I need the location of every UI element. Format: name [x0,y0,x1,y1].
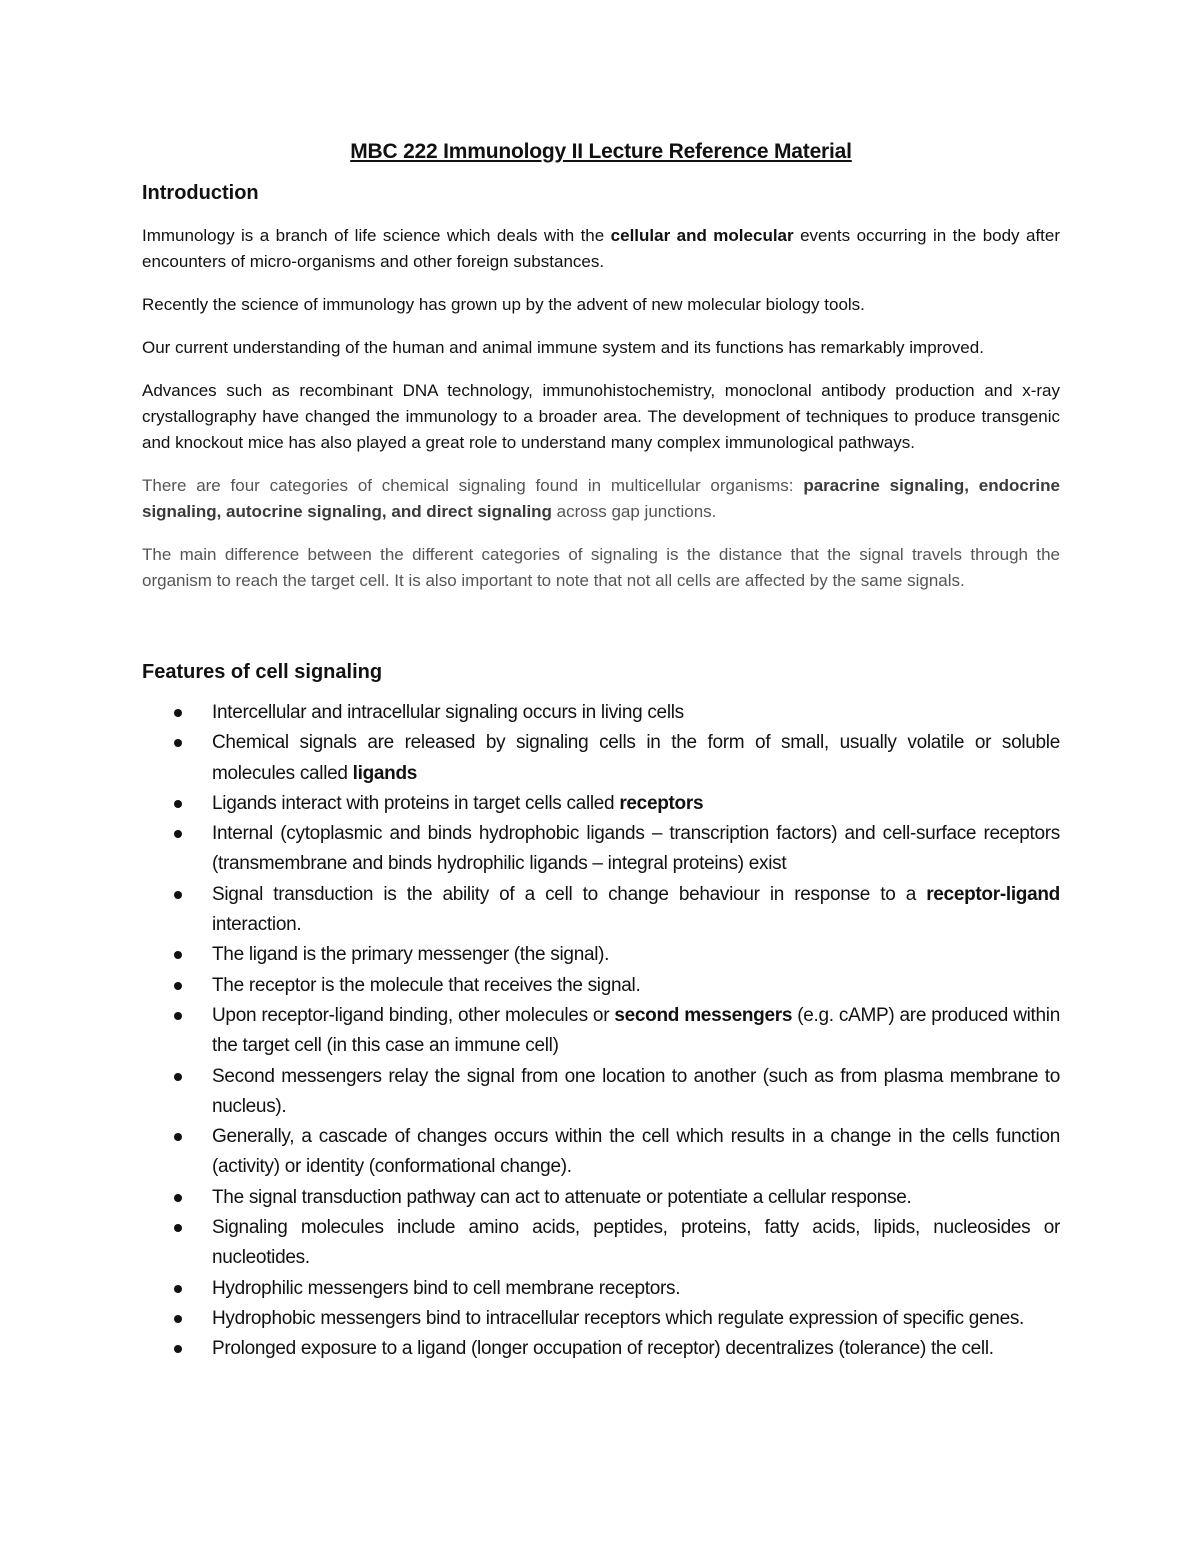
text-run: Internal (cytoplasmic and binds hydrophobic ligands – transcription factors) and cell-surface receptors (transmembrane and binds hydrophilic ligands – integral proteins) exist [212,823,1060,875]
intro-paragraph-2: Recently the science of immunology has grown up by the advent of new molecular biology tools. [142,295,865,314]
introduction-heading: Introduction [142,182,259,204]
bullet-icon [174,1194,182,1202]
intro-paragraph-1 [142,223,1060,275]
bullet-icon [174,830,182,838]
text-run: interaction. [212,914,302,936]
intro-paragraph-3: Our current understanding of the human and animal immune system and its functions has remarkably improved. [142,338,984,357]
bold-run: receptors [619,792,704,814]
bullet-icon [174,739,182,747]
bold-run: paracrine signaling, endocrine signaling, autocrine signaling, and direct signaling [142,476,1060,521]
text-run: There are four categories of chemical signaling found in multicellular organisms: [142,476,804,495]
intro-paragraph-6: The main difference between the different categories of signaling is the distance that the signal travels through the organism to reach the target cell. It is also important to note that not all cells are affected by the same signals. [142,545,1060,590]
text-run: Intercellular and intracellular signaling occurs in living cells [212,702,684,723]
text-run: Hydrophilic messengers bind to cell membrane receptors. [212,1277,681,1299]
list-item [142,1334,1060,1364]
bold-run: cellular and molecular [610,226,794,245]
intro-paragraph-4: Advances such as recombinant DNA technology, immunohistochemistry, monoclonal antibody production and x-ray crystallography have changed the immunology to a broader area. The development of techniques to produce transgenic and knockout mice has also played a great role to understand many complex immunological pathways. [142,381,1060,452]
bold-run: ligands [352,762,418,784]
list-item [142,1213,1060,1274]
text-run: (e.g. cAMP) are produced within the target cell (in this case an immune cell) [212,1004,1060,1057]
text-run: The receptor is the molecule that receives the signal. [212,974,641,996]
bullet-icon [174,1285,182,1293]
list-item [142,819,1060,880]
section-spacer [142,611,1060,661]
bullet-icon [174,709,182,717]
bullet-icon [174,1315,182,1323]
bullet-icon [174,1073,182,1081]
document-page [142,140,1060,1365]
bullet-icon [174,1345,182,1353]
bullet-icon [174,800,182,808]
bullet-icon [174,1012,182,1020]
text-run: Signal transduction is the ability of a cell to change behaviour in response to a [212,883,927,905]
list-item [142,728,1060,789]
text-run: The ligand is the primary messenger (the signal). [212,944,610,966]
bold-run: receptor-ligand [926,883,1060,905]
text-run: Upon receptor-ligand binding, other molecules or [212,1004,615,1026]
list-item [142,1304,1060,1334]
bullet-icon [174,982,182,990]
bullet-icon [174,951,182,959]
text-run: Prolonged exposure to a ligand (longer occupation of receptor) decentralizes (tolerance) the cell. [212,1338,994,1360]
text-run: Second messengers relay the signal from one location to another (such as from plasma membrane to nucleus). [212,1065,1060,1117]
list-item [142,940,1060,970]
list-item [142,1274,1060,1304]
bullet-icon [174,1224,182,1232]
features-heading: Features of cell signaling [142,661,383,683]
list-item [142,971,1060,1001]
list-item [142,1183,1060,1213]
text-run: Hydrophobic messengers bind to intracellular receptors which regulate expression of specific genes. [212,1307,1025,1329]
list-item [142,880,1060,941]
text-run: Generally, a cascade of changes occurs within the cell which results in a change in the cells function (activity) or identity (conformational change). [212,1126,1060,1178]
list-item [142,1062,1060,1123]
intro-paragraph-5 [142,473,1060,525]
bullet-icon [174,891,182,899]
list-item [142,1122,1060,1183]
document-title: MBC 222 Immunology II Lecture Reference Material [350,140,852,163]
bold-run: second messengers [614,1004,793,1026]
list-item [142,1001,1060,1062]
text-run: Chemical signals are released by signaling cells in the form of small, usually volatile or soluble molecules called [212,732,1060,784]
text-run: events occurring in the body after encounters of micro-organisms and other foreign substances. [142,226,1061,271]
text-run: Signaling molecules include amino acids, peptides, proteins, fatty acids, lipids, nucleosides or nucleotides. [212,1217,1060,1269]
list-item [142,789,1060,819]
features-list [142,698,1060,1365]
text-run: Ligands interact with proteins in target cells called [212,792,620,814]
text-run: Immunology is a branch of life science which deals with the [142,226,611,245]
text-run: across gap junctions. [551,502,717,521]
text-run: The signal transduction pathway can act to attenuate or potentiate a cellular response. [212,1186,912,1208]
list-item [142,698,1060,728]
bullet-icon [174,1133,182,1141]
